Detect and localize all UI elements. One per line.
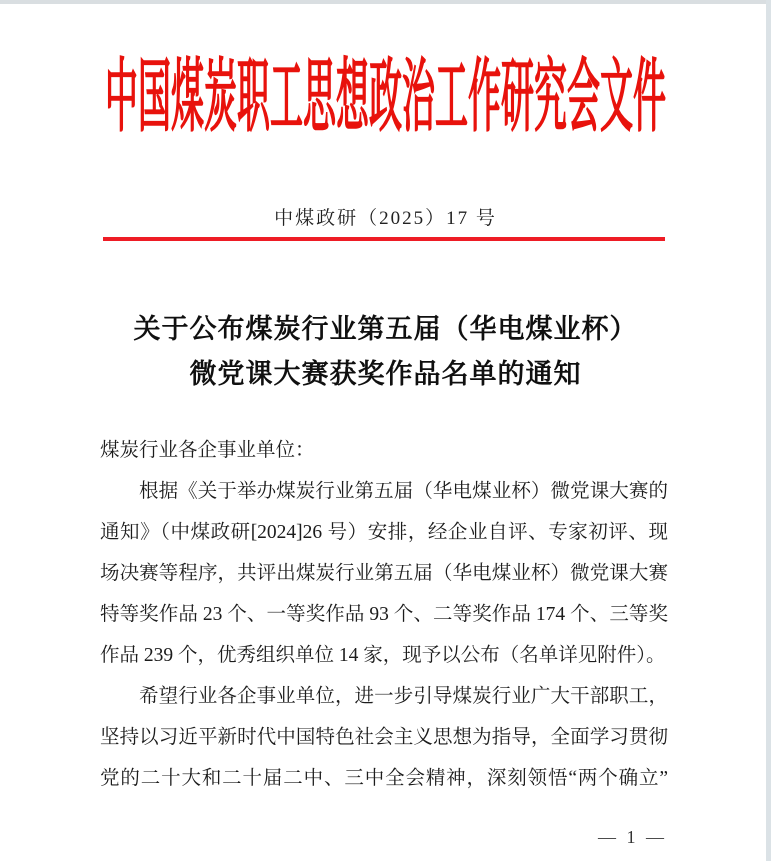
document-title-line1: 关于公布煤炭行业第五届（华电煤业杯） xyxy=(133,314,638,344)
page-edge-top xyxy=(0,0,771,4)
body-line: 坚持以习近平新时代中国特色社会主义思想为指导，全面学习贯彻 xyxy=(100,727,668,748)
document-title-line2: 微党课大赛获奖作品名单的通知 xyxy=(189,359,582,389)
letterhead xyxy=(0,45,771,144)
body-line: 特等奖作品 23 个、一等奖作品 93 个、二等奖作品 174 个、三等奖 xyxy=(100,604,668,625)
document-title xyxy=(0,307,771,397)
body-line: 通知》（中煤政研[2024]26 号）安排，经企业自评、专家初评、现 xyxy=(100,522,668,543)
body-line: 作品 239 个，优秀组织单位 14 家，现予以公布（名单详见附件）。 xyxy=(100,645,666,666)
page-number: — 1 — xyxy=(598,827,667,847)
letterhead-title: 中国煤炭职工思想政治工作研究会文件 xyxy=(105,55,666,144)
body-line: 党的二十大和二十届二中、三中全会精神，深刻领悟“两个确立” xyxy=(100,768,668,789)
body-line: 希望行业各企事业单位，进一步引导煤炭行业广大干部职工， xyxy=(139,686,668,707)
document-body xyxy=(100,430,668,799)
body-line: 根据《关于举办煤炭行业第五届（华电煤业杯）微党课大赛的 xyxy=(139,481,668,502)
body-line: 场决赛等程序，共评出煤炭行业第五届（华电煤业杯）微党课大赛 xyxy=(100,563,668,584)
document-number: 中煤政研（2025）17 号 xyxy=(274,208,497,229)
red-divider-rule xyxy=(103,237,665,241)
salutation-line: 煤炭行业各企事业单位： xyxy=(100,440,315,461)
